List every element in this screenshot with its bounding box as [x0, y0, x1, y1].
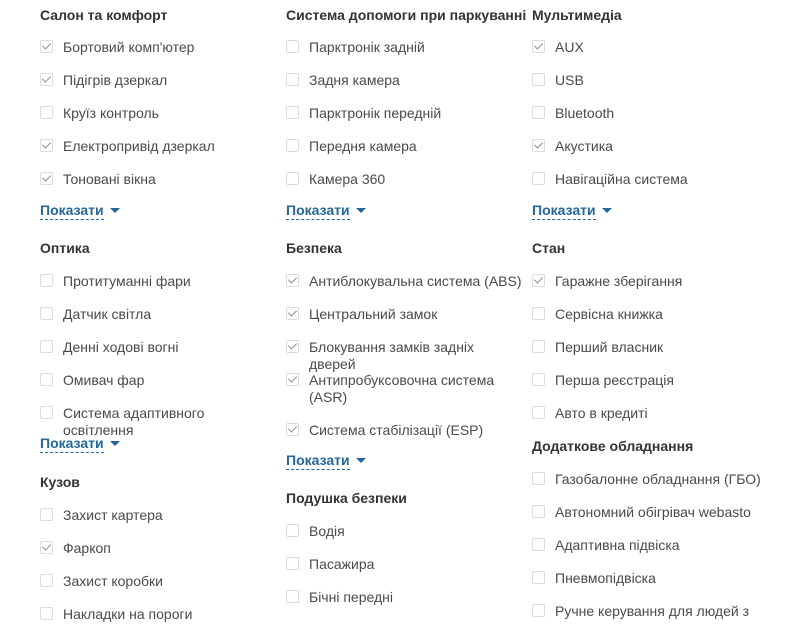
group-title-extra-equipment: Додаткове обладнання [532, 438, 694, 454]
option-label: Захист коробки [63, 573, 163, 589]
option-label: Пасажира [309, 556, 375, 572]
checkbox-icon[interactable] [532, 604, 545, 617]
option-label: Підігрів дзеркал [63, 72, 168, 88]
checkbox-icon[interactable] [532, 274, 545, 287]
checkbox-icon[interactable] [40, 406, 53, 419]
option-sill-covers[interactable] [40, 606, 280, 623]
group-title-condition: Стан [532, 240, 566, 256]
option-abs[interactable] [286, 273, 526, 290]
option-label: AUX [555, 39, 584, 55]
option-label: Камера 360 [309, 171, 386, 187]
option-acoustics[interactable] [532, 138, 772, 155]
option-hand-controls[interactable] [532, 603, 772, 620]
checkbox-icon[interactable] [532, 472, 545, 485]
group-title-salon: Салон та комфорт [40, 7, 168, 23]
show-more-label: Показати [40, 202, 104, 218]
group-title-multimedia: Мультимедіа [532, 7, 622, 23]
option-label: Водія [309, 523, 345, 539]
option-tinted-windows[interactable] [40, 171, 280, 188]
option-gearbox-protection[interactable] [40, 573, 280, 590]
show-more-label: Показати [532, 202, 596, 218]
option-garage-storage[interactable] [532, 273, 772, 290]
checkbox-icon[interactable] [286, 590, 299, 603]
option-rear-camera[interactable] [286, 72, 526, 89]
option-label: Система адаптивного освітлення [63, 405, 205, 438]
option-label: Бортовий комп'ютер [63, 39, 195, 55]
option-label: Задня камера [309, 72, 400, 88]
checkbox-icon[interactable] [532, 40, 545, 53]
option-label: Автономний обігрівач webasto [555, 504, 751, 520]
checkbox-icon[interactable] [286, 340, 299, 353]
option-label: Перша реєстрація [555, 372, 674, 388]
checkbox-icon[interactable] [286, 373, 299, 386]
show-more-label: Показати [40, 435, 104, 451]
caret-down-icon [110, 441, 120, 446]
option-label: Антипробуксовочна система (ASR) [309, 372, 495, 405]
checkbox-icon[interactable] [286, 73, 299, 86]
option-label: Круїз контроль [63, 105, 159, 121]
option-label: Навігаційна система [555, 171, 688, 187]
option-asr[interactable] [286, 372, 526, 406]
option-front-camera[interactable] [286, 138, 526, 155]
option-air-suspension[interactable] [532, 570, 772, 587]
option-label: Сервісна книжка [555, 306, 663, 322]
show-more-label: Показати [286, 452, 350, 468]
group-title-body: Кузов [40, 474, 80, 490]
option-first-owner[interactable] [532, 339, 772, 356]
option-webasto[interactable] [532, 504, 772, 521]
option-lpg[interactable] [532, 471, 772, 488]
show-more-salon-link[interactable] [40, 201, 120, 220]
checkbox-icon[interactable] [532, 139, 545, 152]
option-navigation[interactable] [532, 171, 772, 188]
option-aux[interactable] [532, 39, 772, 56]
checkbox-icon[interactable] [286, 106, 299, 119]
checkbox-icon[interactable] [40, 139, 53, 152]
checkbox-icon[interactable] [40, 607, 53, 620]
option-label: Центральний замок [309, 306, 438, 322]
checkbox-icon[interactable] [532, 505, 545, 518]
option-headlight-washer[interactable] [40, 372, 280, 389]
option-label: USB [555, 72, 584, 88]
checkbox-icon[interactable] [532, 538, 545, 551]
option-label: Накладки на пороги [63, 606, 193, 622]
checkbox-icon[interactable] [40, 541, 53, 554]
group-title-parking: Система допомоги при паркуванні [286, 7, 527, 23]
checkbox-icon[interactable] [532, 406, 545, 419]
option-label: Парктронік задній [309, 39, 425, 55]
option-adaptive-suspension[interactable] [532, 537, 772, 554]
option-label: Антиблокувальна система (ABS) [309, 273, 522, 289]
option-label: Пневмопідвіска [555, 570, 656, 586]
checkbox-icon[interactable] [286, 139, 299, 152]
caret-down-icon [110, 208, 120, 213]
option-light-sensor[interactable] [40, 306, 280, 323]
option-label: Датчик світла [63, 306, 152, 322]
option-side-front-airbag[interactable] [286, 589, 526, 606]
checkbox-icon[interactable] [40, 73, 53, 86]
group-title-optics: Оптика [40, 240, 90, 256]
show-more-label: Показати [286, 202, 350, 218]
option-label: Передня камера [309, 138, 417, 154]
option-label: Адаптивна підвіска [555, 537, 680, 553]
option-label: Акустика [555, 138, 613, 154]
option-label: Блокування замків задніх дверей [309, 339, 475, 372]
option-daytime-lights[interactable] [40, 339, 280, 356]
option-label: Електропривід дзеркал [63, 138, 215, 154]
checkbox-icon[interactable] [532, 106, 545, 119]
option-label: Авто в кредиті [555, 405, 648, 421]
option-label: Денні ходові вогні [63, 339, 179, 355]
option-label: Перший власник [555, 339, 664, 355]
option-first-registration[interactable] [532, 372, 772, 389]
option-label: Омивач фар [63, 372, 145, 388]
option-driver-airbag[interactable] [286, 523, 526, 540]
option-cruise-control[interactable] [40, 105, 280, 122]
show-more-parking-link[interactable] [286, 201, 366, 220]
checkbox-icon[interactable] [286, 307, 299, 320]
checkbox-icon[interactable] [532, 373, 545, 386]
checkbox-icon[interactable] [532, 571, 545, 584]
checkbox-icon[interactable] [40, 172, 53, 185]
checkbox-icon[interactable] [40, 373, 53, 386]
option-onboard-computer[interactable] [40, 39, 280, 56]
checkbox-icon[interactable] [286, 557, 299, 570]
caret-down-icon [602, 208, 612, 213]
option-label: Система стабілізації (ESP) [309, 422, 484, 438]
option-on-credit[interactable] [532, 405, 772, 422]
checkbox-icon[interactable] [40, 574, 53, 587]
option-electric-mirrors[interactable] [40, 138, 280, 155]
option-rear-door-lock[interactable] [286, 339, 526, 373]
group-title-safety: Безпека [286, 240, 342, 256]
checkbox-icon[interactable] [532, 340, 545, 353]
checkbox-icon[interactable] [40, 307, 53, 320]
option-service-book[interactable] [532, 306, 772, 323]
checkbox-icon[interactable] [286, 172, 299, 185]
caret-down-icon [356, 208, 366, 213]
checkbox-icon[interactable] [40, 508, 53, 521]
option-label: Тоновані вікна [63, 171, 156, 187]
option-label: Bluetooth [555, 105, 615, 121]
checkbox-icon[interactable] [40, 274, 53, 287]
show-more-optics-link[interactable] [40, 434, 120, 453]
option-label: Гаражне зберігання [555, 273, 683, 289]
show-more-safety-link[interactable] [286, 451, 366, 470]
option-rear-parktronic[interactable] [286, 39, 526, 56]
group-title-airbag: Подушка безпеки [286, 490, 407, 506]
option-label: Ручне керування для людей з [555, 603, 749, 619]
show-more-multimedia-link[interactable] [532, 201, 612, 220]
option-label: Бічні передні [309, 589, 393, 605]
option-crankcase-protection[interactable] [40, 507, 280, 524]
option-label: Газобалонне обладнання (ГБО) [555, 471, 761, 487]
option-esp[interactable] [286, 422, 526, 439]
checkbox-icon[interactable] [286, 274, 299, 287]
checkbox-icon[interactable] [532, 73, 545, 86]
option-label: Протитуманні фари [63, 273, 191, 289]
checkbox-icon[interactable] [286, 40, 299, 53]
option-fog-lights[interactable] [40, 273, 280, 290]
option-label: Фаркоп [63, 540, 111, 556]
checkbox-icon[interactable] [532, 307, 545, 320]
option-bluetooth[interactable] [532, 105, 772, 122]
option-passenger-airbag[interactable] [286, 556, 526, 573]
checkbox-icon[interactable] [286, 423, 299, 436]
checkbox-icon[interactable] [286, 524, 299, 537]
option-towbar[interactable] [40, 540, 280, 557]
option-heated-mirrors[interactable] [40, 72, 280, 89]
checkbox-icon[interactable] [40, 40, 53, 53]
checkbox-icon[interactable] [40, 106, 53, 119]
option-central-lock[interactable] [286, 306, 526, 323]
option-label: Захист картера [63, 507, 163, 523]
checkbox-icon[interactable] [40, 340, 53, 353]
option-label: Парктронік передній [309, 105, 442, 121]
caret-down-icon [356, 458, 366, 463]
option-camera-360[interactable] [286, 171, 526, 188]
option-front-parktronic[interactable] [286, 105, 526, 122]
option-usb[interactable] [532, 72, 772, 89]
checkbox-icon[interactable] [532, 172, 545, 185]
